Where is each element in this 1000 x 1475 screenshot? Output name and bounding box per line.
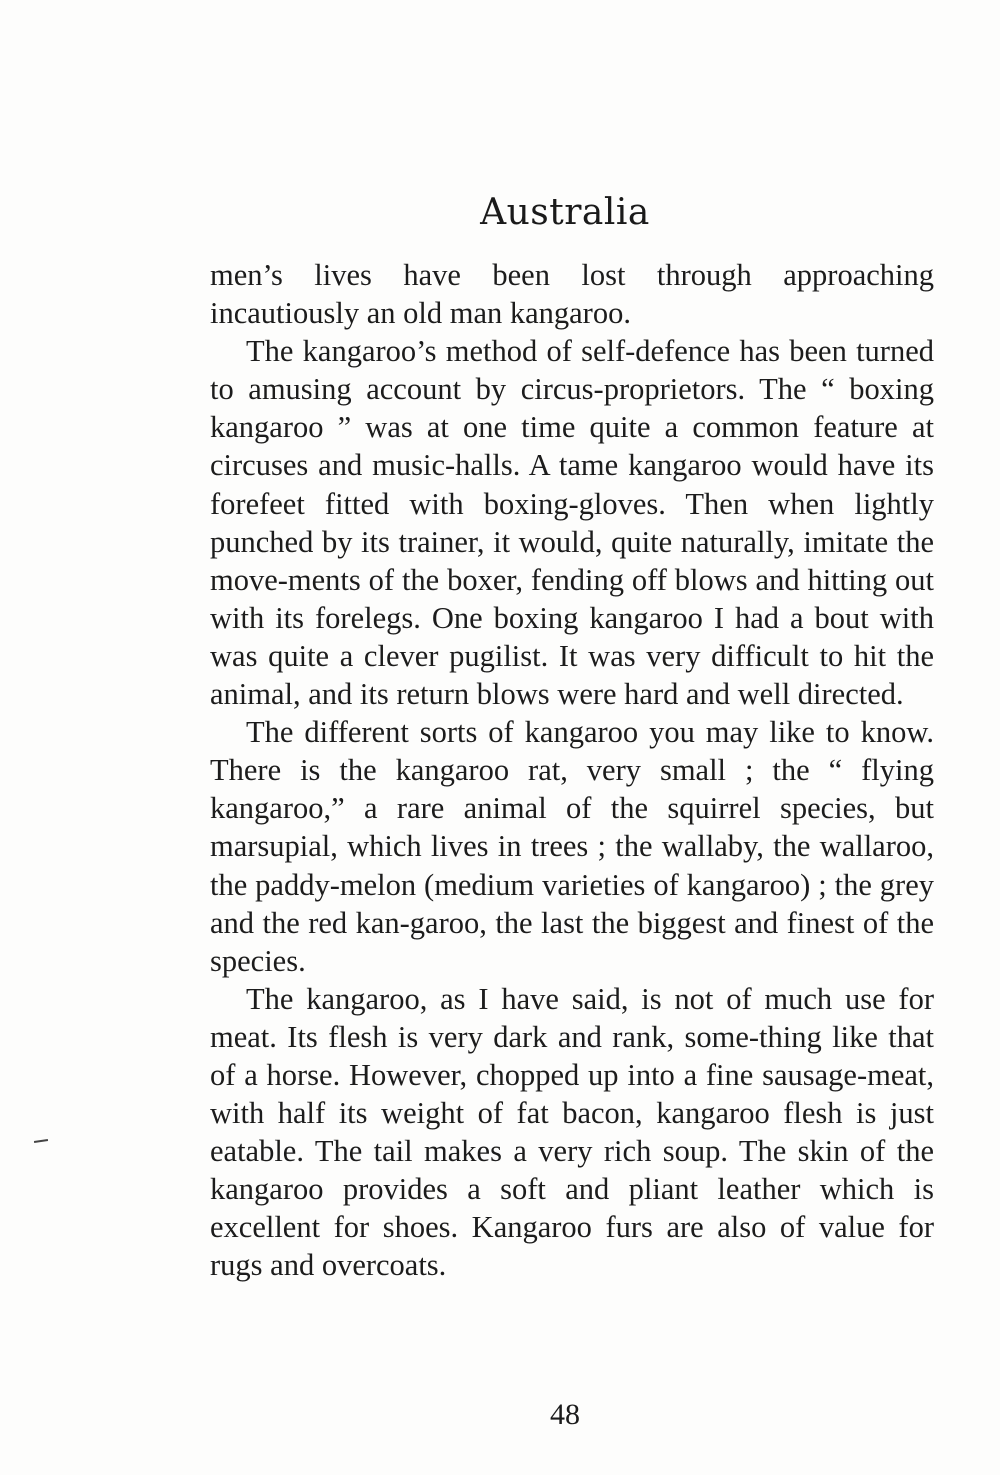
page-number: 48 xyxy=(550,1398,580,1431)
paragraph-boxing-kangaroo: The kangaroo’s method of self-defence has been turned to amusing account by circus-proprietors. The “ boxing kangaroo ” was at one time quite a common feature at circuses and music-halls. A tame kangaroo would have its forefeet fitted with boxing-gloves. Then when lightly punched by its trainer, it would, quite naturally, imitate the move-ments of the boxer, fending off blows and hitting out with its forelegs. One boxing kangaroo I had a bout with was quite a clever pugilist. It was very difficult to hit the animal, and its return blows were hard and well directed. xyxy=(210,334,934,712)
running-head: Australia xyxy=(480,192,650,233)
paragraph-continuation: men’s lives have been lost through approaching incautiously an old man kangaroo. xyxy=(210,258,934,331)
paragraph-kangaroo-sorts: The different sorts of kangaroo you may like to know. There is the kangaroo rat, very small ; the “ flying kangaroo,” a rare animal of the squirrel species, but marsupial, which lives in trees ; the wallaby, the wallaroo, the paddy-melon (medium varieties of kangaroo) ; the grey and the red kan-garoo, the last the biggest and finest of the species. xyxy=(210,715,934,978)
margin-speck xyxy=(34,1139,48,1143)
body-text xyxy=(210,256,934,1285)
paragraph-kangaroo-uses: The kangaroo, as I have said, is not of much use for meat. Its flesh is very dark and rank, some-thing like that of a horse. However, chopped up into a fine sausage-meat, with half its weight of fat bacon, kangaroo flesh is just eatable. The tail makes a very rich soup. The skin of the kangaroo provides a soft and pliant leather which is excellent for shoes. Kangaroo furs are also of value for rugs and overcoats. xyxy=(210,981,934,1283)
